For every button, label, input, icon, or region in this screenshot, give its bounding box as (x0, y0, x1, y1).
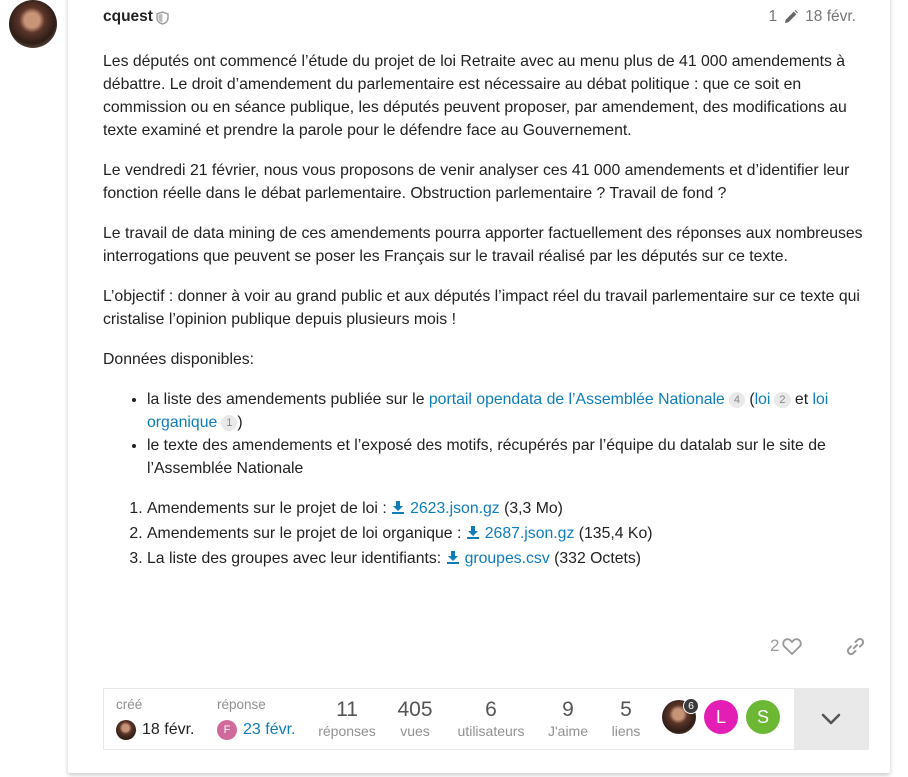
paragraph: Les députés ont commencé l’étude du projet de loi Retraite avec au menu plus de 41 000 amendements à débattre. Le droit d’amendement du parlementaire est nécessaire au débat politique : que ce soit en commission ou en séance publique, les députés peuvent proposer, par amendement, des modifications au texte examiné et prendre la parole pour le défendre face au Gouvernement. (103, 53, 847, 139)
stat-links: 5 liens (611, 698, 641, 739)
created-date: 18 févr. (142, 721, 195, 738)
file-item: 1. Amendements sur le projet de loi : 2623.json.gz (3,3 Mo) (147, 497, 863, 520)
paragraph: Le vendredi 21 février, nous vous proposons de venir analyser ces 41 000 amendements et d’identifier leur fonction réelle dans le débat parlementaire. Obstruction parlementaire ? Travail de fond ? (103, 162, 850, 202)
like-count[interactable]: 2 (770, 636, 780, 655)
post-actions (770, 636, 865, 656)
stat-likes: 9 J'aime (547, 698, 589, 739)
file-item: 3. La liste des groupes avec leur identifiants: groupes.csv (332 Octets) (147, 547, 863, 570)
stat-views: 405 vues (397, 698, 433, 739)
post-date[interactable]: 18 févr. (805, 8, 856, 25)
participant-avatar[interactable]: L (704, 700, 738, 734)
loi-link[interactable]: loi (754, 391, 771, 408)
expand-summary-button[interactable] (794, 689, 868, 749)
list-item: • le texte des amendements et l’exposé des motifs, récupérés par l’équipe du datalab sur le site de l’Assemblée Nationale (147, 434, 863, 480)
download-icon[interactable] (391, 500, 405, 514)
heart-icon[interactable] (782, 637, 802, 656)
paragraph: Le travail de data mining de ces amendements pourra apporter factuellement des réponses aux nombreuses interrogations que peuvent se poser les Français sur le travail réalisé par les députés sur ce texte. (103, 225, 863, 265)
click-count: 4 (729, 392, 745, 408)
participant-avatar[interactable] (662, 700, 696, 734)
post-count-badge: 6 (683, 698, 699, 714)
file-link[interactable]: 2623.json.gz (410, 500, 500, 517)
download-icon[interactable] (466, 525, 480, 539)
post-content (103, 50, 863, 587)
shield-icon (156, 11, 169, 25)
file-link[interactable]: groupes.csv (464, 550, 550, 567)
click-count: 1 (221, 415, 237, 431)
pencil-icon[interactable] (783, 9, 799, 25)
post-meta (769, 8, 856, 26)
paragraph: L’objectif : donner à voir au grand public et aux députés l’impact réel du travail parlementaire sur ce texte qui cristalise l’opinion publique depuis plusieurs mois ! (103, 288, 860, 328)
participant-avatar[interactable]: S (746, 700, 780, 734)
stat-users: 6 utilisateurs (457, 698, 525, 739)
data-sources-list (103, 388, 863, 480)
list-item: • la liste des amendements publiée sur le portail opendata de l’Assemblée Nationale 4 (loi 2 et loi organique 1 ) (147, 388, 863, 434)
paragraph: Données disponibles: (103, 351, 255, 368)
reply-date: 23 févr. (243, 721, 296, 738)
link-icon[interactable] (846, 637, 865, 656)
author-avatar[interactable] (9, 0, 57, 48)
participants (662, 700, 788, 734)
files-list (103, 497, 863, 570)
topic-summary (103, 688, 869, 750)
click-count: 2 (774, 392, 790, 408)
file-link[interactable]: 2687.json.gz (484, 525, 575, 542)
avatar (116, 720, 136, 740)
created-label: créé (116, 697, 143, 712)
opendata-portal-link[interactable]: portail opendata de l’Assemblée Nationale (428, 391, 725, 408)
loi-organique-link[interactable]: loi organique (147, 391, 829, 431)
reply-label: réponse (217, 697, 266, 712)
download-icon[interactable] (446, 550, 460, 564)
author-username[interactable]: cquest (103, 8, 153, 25)
file-item: 2. Amendements sur le projet de loi organique : 2687.json.gz (135,4 Ko) (147, 522, 863, 545)
edit-count[interactable]: 1 (768, 8, 778, 25)
stat-replies: 11 réponses (318, 698, 376, 739)
created-info[interactable] (116, 720, 194, 740)
last-reply-info[interactable] (217, 720, 295, 740)
chevron-down-icon (821, 713, 841, 725)
avatar: F (217, 720, 237, 740)
